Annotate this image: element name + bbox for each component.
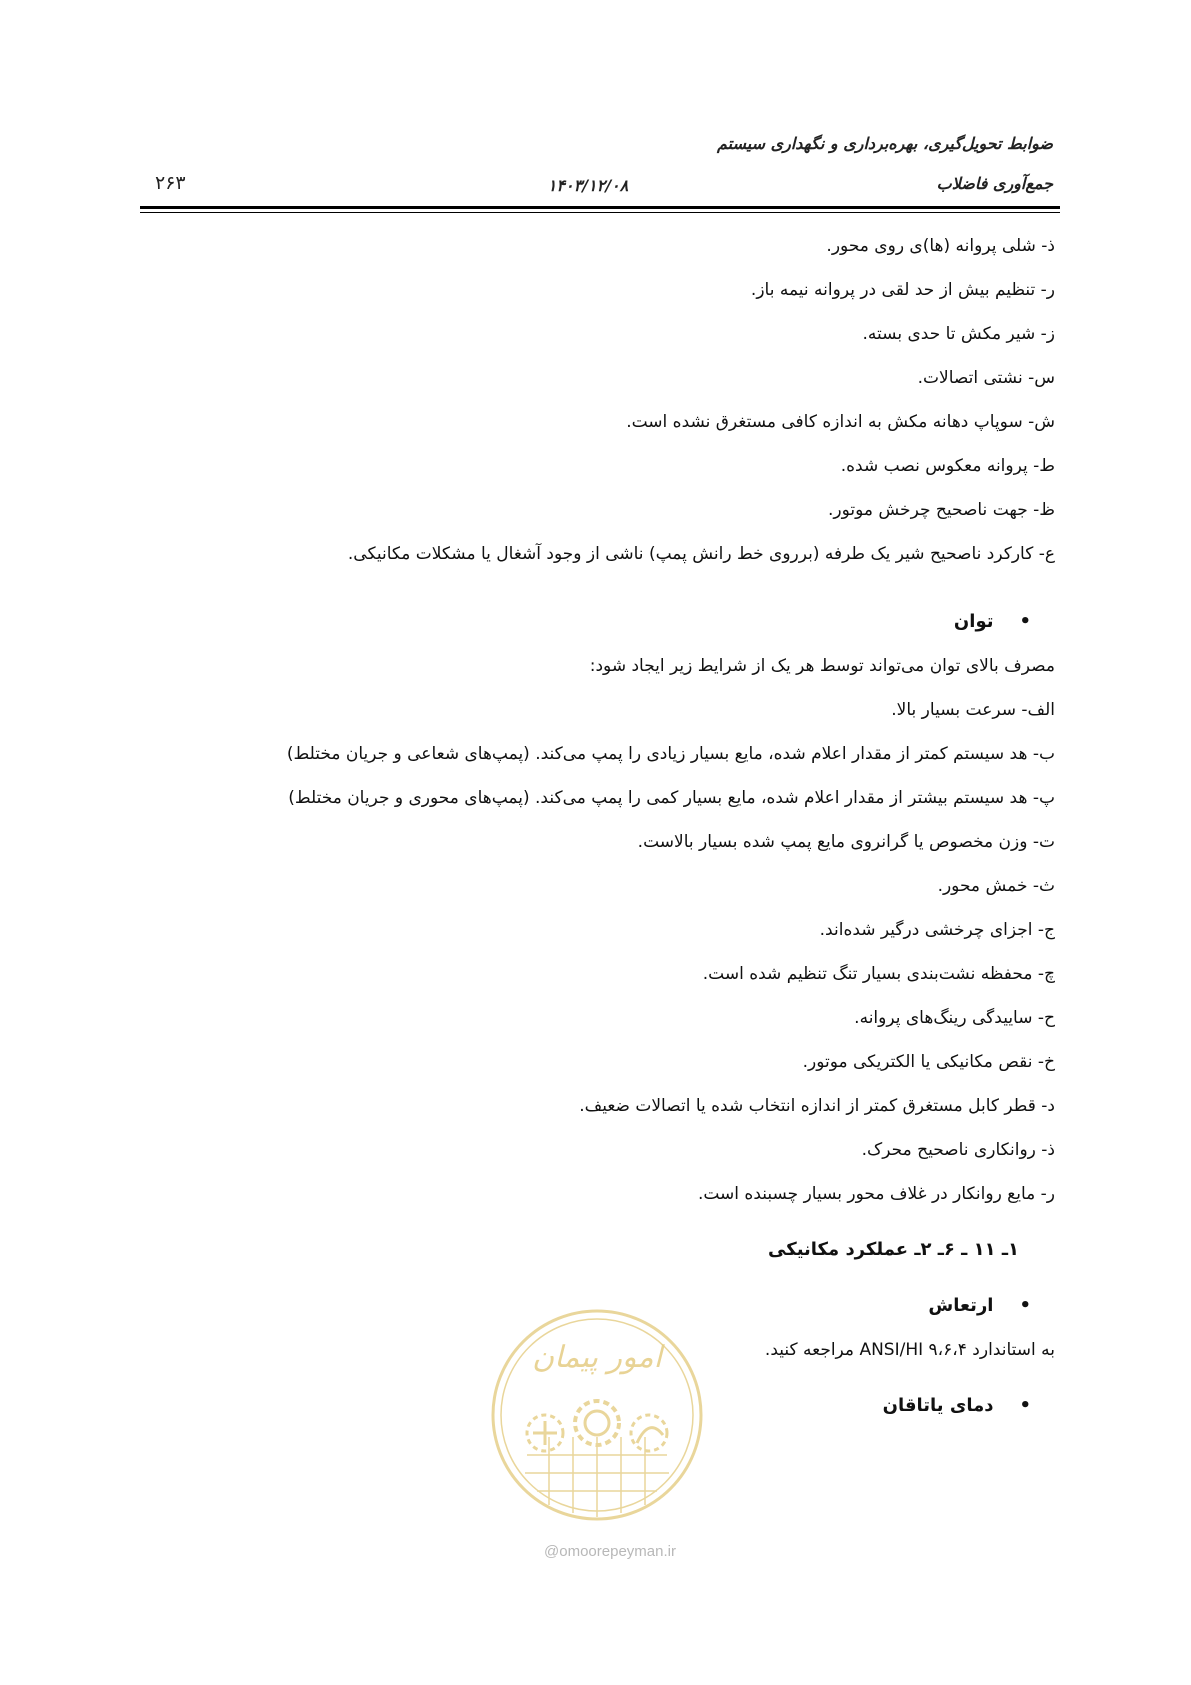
list-item: ع- کارکرد ناصحیح شیر یک طرفه (برروی خط رانش پمپ) ناشی از وجود آشغال یا مشکلات مکانیکی. (347, 544, 1055, 564)
page-body (155, 224, 1055, 1428)
list-item: ج- اجزای چرخشی درگیر شده‌اند. (819, 920, 1055, 940)
power-heading-text: توان (953, 611, 994, 632)
watermark-logo (487, 1305, 707, 1525)
vibration-text: به استاندارد ANSI/HI ۹،۶،۴ مراجعه کنید. (764, 1340, 1055, 1360)
list-item: ش- سوپاپ دهانه مکش به اندازه کافی مستغرق نشده است. (626, 412, 1055, 432)
bullet-icon: • (1019, 1395, 1031, 1416)
list-item: ح- ساییدگی رینگ‌های پروانه. (854, 1008, 1055, 1028)
list-item: ذ- شلی پروانه (ها)ی روی محور. (826, 236, 1055, 256)
list-item: س- نشتی اتصالات. (917, 368, 1055, 388)
header-title: ضوابط تحویل‌گیری، بهره‌برداری و نگهداری سیستم (717, 134, 1053, 153)
header-subtitle: جمع‌آوری فاضلاب (936, 174, 1053, 193)
list-item: ت- وزن مخصوص یا گرانروی مایع پمپ شده بسیار بالاست. (637, 832, 1055, 852)
watermark-url: @omoorepeyman.ir (544, 1543, 676, 1560)
list-item: ط- پروانه معکوس نصب شده. (840, 456, 1055, 476)
bearing-heading-text: دمای یاتاقان (882, 1395, 994, 1416)
list-item: خ- نقص مکانیکی یا الکتریکی موتور. (802, 1052, 1055, 1072)
list-item: الف- سرعت بسیار بالا. (891, 700, 1055, 720)
bullet-icon: • (1019, 611, 1031, 632)
section-title: ۱ـ ۱۱ ـ ۶ـ ۲ـ عملکرد مکانیکی (768, 1239, 1019, 1260)
power-heading (155, 600, 1055, 644)
header-rule-thin (140, 212, 1060, 213)
list-item: ب- هد سیستم کمتر از مقدار اعلام شده، مایع بسیار زیادی را پمپ می‌کند. (پمپ‌های شعاعی و جریان مختلط) (286, 744, 1055, 764)
watermark-logo-text: امور پیمان (532, 1340, 662, 1375)
list-item: ذ- روانکاری ناصحیح محرک. (861, 1140, 1055, 1160)
vibration-heading-text: ارتعاش (928, 1295, 994, 1316)
list-item: چ- محفظه نشت‌بندی بسیار تنگ تنظیم شده است. (702, 964, 1055, 984)
page-number: ۲۶۳ (155, 172, 186, 194)
list-item: ز- شیر مکش تا حدی بسته. (862, 324, 1055, 344)
power-intro: مصرف بالای توان می‌تواند توسط هر یک از شرایط زیر ایجاد شود: (589, 656, 1055, 676)
list-item: د- قطر کابل مستغرق کمتر از اندازه انتخاب شده یا اتصالات ضعیف. (579, 1096, 1055, 1116)
list-item: ث- خمش محور. (937, 876, 1055, 896)
header-date: ۱۴۰۳/۱۲/۰۸ (547, 176, 629, 195)
list-item: پ- هد سیستم بیشتر از مقدار اعلام شده، مایع بسیار کمی را پمپ می‌کند. (پمپ‌های محوری و جریان مختلط) (288, 788, 1055, 808)
header-rule-thick (140, 206, 1060, 209)
bullet-icon: • (1019, 1295, 1031, 1316)
list-item: ظ- جهت ناصحیح چرخش موتور. (827, 500, 1055, 520)
list-item: ر- مایع روانکار در غلاف محور بسیار چسبنده است. (697, 1184, 1055, 1204)
list-item: ر- تنظیم بیش از حد لقی در پروانه نیمه باز. (750, 280, 1055, 300)
